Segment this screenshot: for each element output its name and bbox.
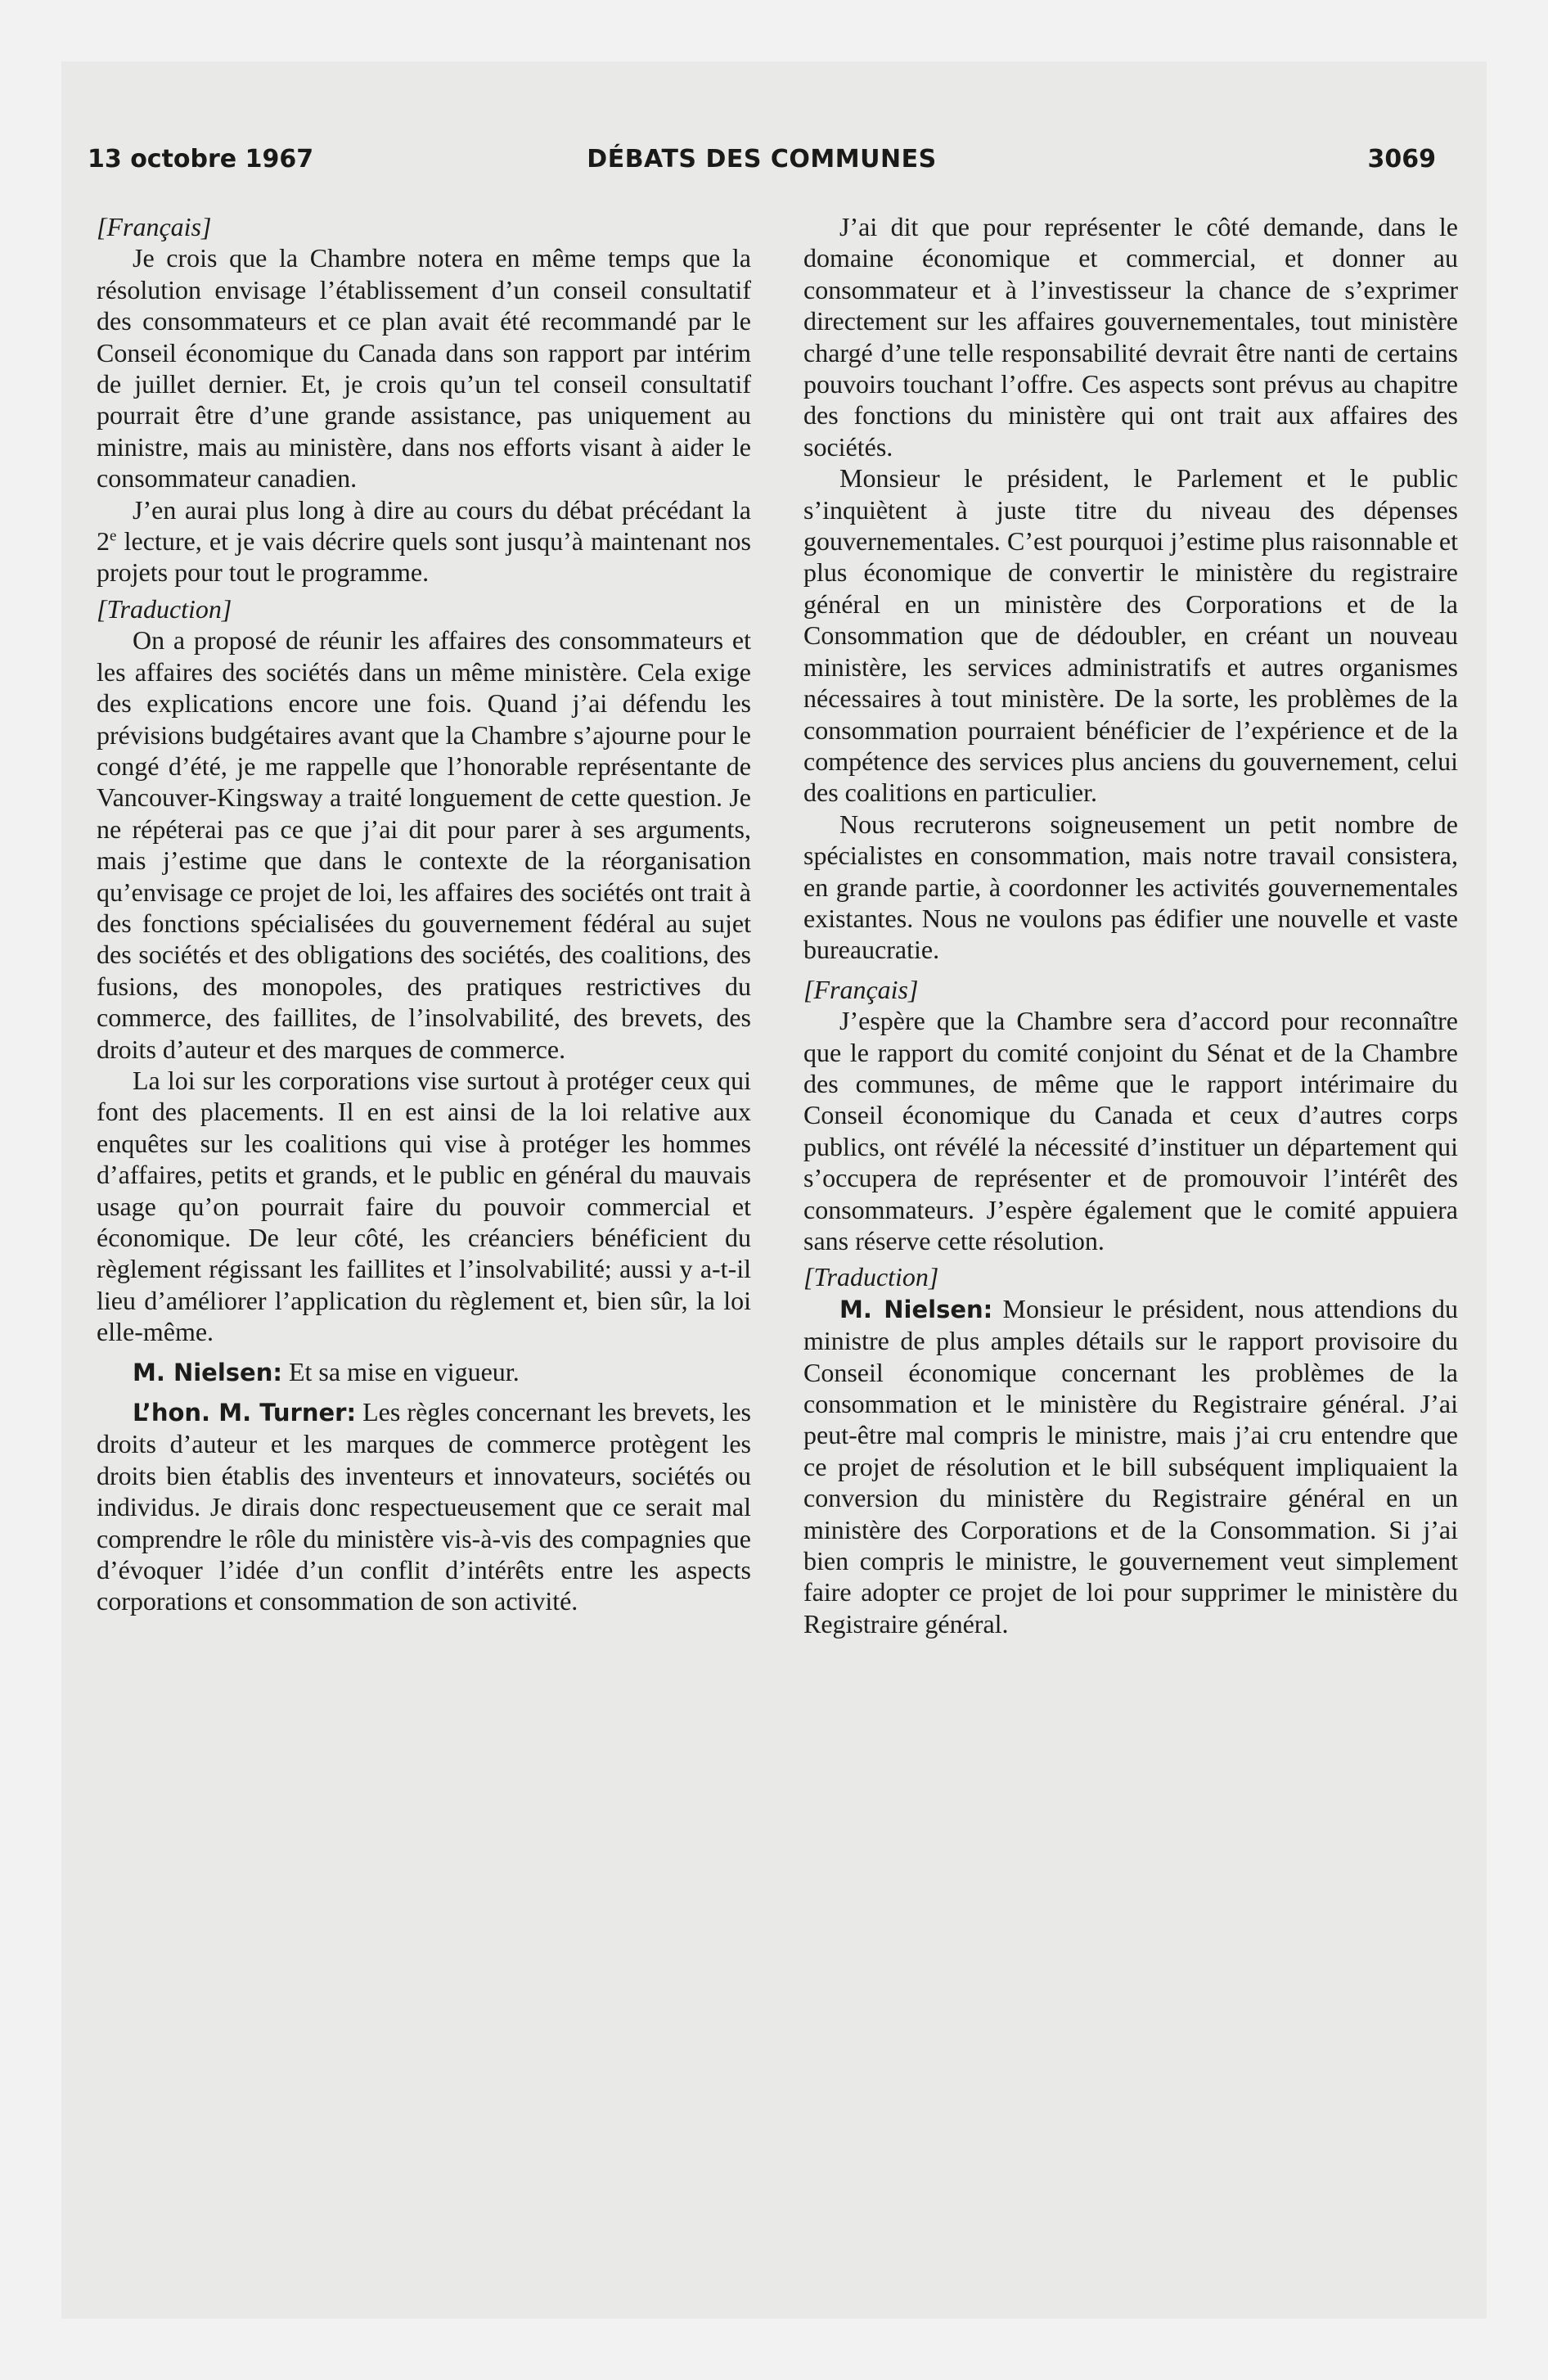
paragraph: Je crois que la Chambre notera en même temps que la résolution envisage l’établissement d’un conseil consultatif des consommateurs et ce plan avait été recommandé par le Conseil économique du Canada dans son rapport par intérim de juillet dernier. Et, je crois qu’un tel conseil consultatif pourrait être d’une grande assistance, pas uniquement au ministre, mais au ministère, dans nos efforts visant à aider le consommateur canadien. bbox=[97, 243, 751, 494]
paragraph: J’ai dit que pour représenter le côté demande, dans le domaine économique et commercial, et donner au consommateur et à l’investisseur la chance de s’exprimer directement sur les affaires gouvernementales, tout ministère chargé d’une telle responsabilité devrait être nanti de certains pouvoirs touchant l’offre. Ces aspects sont prévus au chapitre des fonctions du ministère qui ont trait aux affaires des sociétés. bbox=[803, 212, 1458, 462]
paragraph: Nous recruterons soigneusement un petit nombre de spécialistes en consommation, mais notre travail consistera, en grande partie, à coordonner les activités gouvernementales existantes. Nous ne voulons pas édifier une nouvelle et vaste bureaucratie. bbox=[803, 809, 1458, 965]
language-tag: [Traduction] bbox=[97, 593, 232, 624]
paragraph: La loi sur les corporations vise surtout à protéger ceux qui font des placements. Il en est ainsi de la loi relative aux enquêtes sur les coalitions qui vise à protéger les hommes d’affaires, petits et grands, et le public en général du mauvais usage qu’on pourrait faire du pouvoir commercial et économique. De leur côté, les créanciers bénéficient du règlement régissant les faillites et l’insolvabilité; aussi y a-t-il lieu d’améliorer l’application du règlement et, bien sûr, la loi elle-même. bbox=[97, 1065, 751, 1347]
language-tag: [Français] bbox=[97, 212, 212, 241]
header-title: DÉBATS DES COMMUNES bbox=[587, 145, 937, 174]
paragraph-text: lecture, et je vais décrire quels sont jusqu’à maintenant nos projets pour tout le programme. bbox=[97, 526, 751, 588]
speaker-name: L’hon. M. Turner: bbox=[133, 1399, 357, 1427]
speech-text: Et sa mise en vigueur. bbox=[281, 1356, 520, 1386]
paragraph: J’espère que la Chambre sera d’accord pour reconnaître que le rapport du comité conjoint du Sénat et de la Chambre des communes, de même que le rapport intérimaire du Conseil économique du Canada et ceux d’autres corps publics, ont révélé la nécessité d’instituer un département qui s’occupera de représenter et de promouvoir l’intérêt des consommateurs. J’espère également que le comité appuiera sans réserve cette résolution. bbox=[803, 1006, 1458, 1255]
speech bbox=[97, 1396, 751, 1617]
speaker-name: M. Nielsen: bbox=[133, 1358, 282, 1386]
speaker-name: M. Nielsen: bbox=[839, 1295, 993, 1323]
page-number: 3069 bbox=[1367, 145, 1436, 174]
paragraph-text: J’en aurai plus long à dire au cours du débat précédant la 2 bbox=[97, 494, 751, 557]
language-tag: [Français] bbox=[803, 974, 919, 1004]
page-header bbox=[88, 145, 1436, 186]
left-column bbox=[97, 211, 751, 1617]
right-column bbox=[803, 211, 1458, 1639]
paragraph: On a proposé de réunir les affaires des consommateurs et les affaires des sociétés dans un même ministère. Cela exige des explications encore une fois. Quand j’ai défendu les prévisions budgétaires avant que la Chambre s’ajourne pour le congé d’été, je me rappelle que l’honorable représentante de Vancouver-Kingsway a traité longuement de cette question. Je ne répéterai pas ce que j’ai dit pour parer à ses arguments, mais j’estime que dans le contexte de la réorganisation qu’envisage ce projet de loi, les affaires des sociétés ont trait à des fonctions spécialisées du gouvernement fédéral au sujet des sociétés et des obligations des sociétés, des coalitions, des fusions, des monopoles, des pratiques restrictives du commerce, des faillites, de l’insolvabilité, des brevets, des droits d’auteur et des marques de commerce. bbox=[97, 625, 751, 1064]
speech-text: Monsieur le président, nous attendions du ministre de plus amples détails sur le rapport provisoire du Conseil économique concernant les problèmes de la consommation et le ministère du Registraire général. J’ai peut-être mal compris le ministre, mais j’ai cru entendre que ce projet de résolution et le bill subséquent impliquaient la conversion du ministère du Registraire général en un ministère des Corporations et de la Consommation. Si j’ai bien compris le ministre, le gouvernement veut simplement faire adopter ce projet de loi pour supprimer le ministère du Registraire général. bbox=[803, 1293, 1458, 1639]
speech bbox=[97, 1356, 751, 1388]
superscript: e bbox=[110, 527, 117, 545]
language-tag: [Traduction] bbox=[803, 1262, 939, 1292]
paragraph bbox=[97, 494, 751, 588]
speech-text: Les règles concernant les brevets, les droits d’auteur et les marques de commerce protègent les droits bien établis des inventeurs et innovateurs, sociétés ou individus. Je dirais donc respectueusement que ce serait mal comprendre le rôle du ministère vis-à-vis des compagnies que d’évoquer l’idée d’un conflit d’intérêts entre les aspects corporations et consommation de son activité. bbox=[97, 1397, 751, 1616]
header-date: 13 octobre 1967 bbox=[88, 145, 314, 174]
speech bbox=[803, 1293, 1458, 1639]
paragraph: Monsieur le président, le Parlement et le public s’inquiètent à juste titre du niveau des dépenses gouvernementales. C’est pourquoi j’estime plus raisonnable et plus économique de convertir le ministère du registraire général en un ministère des Corporations et de la Consommation que de dédoubler, en créant un nouveau ministère, les services administratifs et autres organismes nécessaires à tout ministère. De la sorte, les problèmes de la consommation pourraient bénéficier de l’expérience et de la compétence des services plus anciens du gouvernement, celui des coalitions en particulier. bbox=[803, 463, 1458, 808]
